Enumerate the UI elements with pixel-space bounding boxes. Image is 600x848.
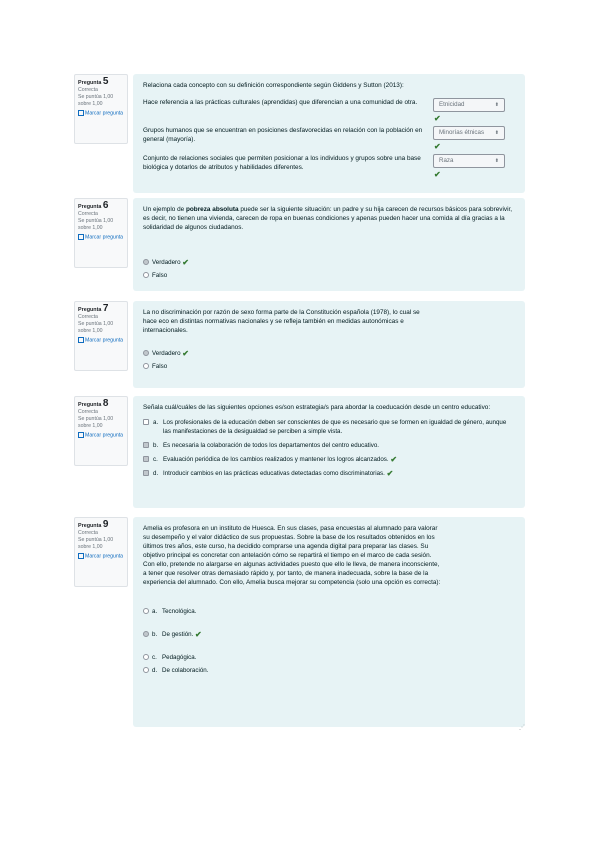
- question-info-5: [74, 74, 128, 144]
- question-number-8: Pregunta 8: [78, 398, 109, 409]
- question-text: Amelia es profesora en un instituto de Huesca. En sus clases, pasa encuestas al alumnado para valorar su desempeño y el valor didáctico de sus propuestas. Sobre la base de los resultados obtenidos en los últimos tres años, este curso, ha decidido comprarse una agenda digital para preparar las clases. Su objetivo principal es concretar con antelación cómo se repartirá el tiempo en el marco de cada sesión. Con ello, pretende no alargarse en algunas actividades puesto que ello le lleva, de manera inconsciente, a tener que resolver otras demasiado rápido y, por tanto, de manera inadecuada, sobre la base de la experiencia del alumnado. Con ello, Amelia busca mejorar su competencia (solo una opción es correcta):: [143, 525, 441, 586]
- match-select-2[interactable]: Minorías étnicas ⬍: [433, 126, 505, 140]
- radio-d[interactable]: [143, 667, 149, 673]
- option-true[interactable]: Verdadero ✔: [143, 258, 515, 267]
- flag-question-link[interactable]: Marcar pregunta: [78, 432, 124, 439]
- match-stem: Hace referencia a las prácticas culturales (aprendidas) que diferencian a una comunidad de otra.: [143, 99, 418, 106]
- flag-question-link[interactable]: Marcar pregunta: [78, 337, 124, 344]
- select-caret-icon: ⬍: [494, 102, 499, 108]
- grade-label: Se puntúa 1,00 sobre 1,00: [78, 218, 114, 231]
- match-row-1: [143, 98, 515, 126]
- radio-false[interactable]: [143, 272, 149, 278]
- question-content-8: [133, 396, 525, 508]
- radio-c[interactable]: [143, 654, 149, 660]
- resize-handle-icon[interactable]: ⋰: [519, 725, 525, 731]
- option-b[interactable]: b. Es necesaria la colaboración de todos los departamentos del centro educativo.: [143, 441, 515, 450]
- question-text: La no discriminación por razón de sexo forma parte de la Constitución española (1978), lo cual se hace eco en distintas normativas nacionales y se refleja también en medidas autonómicas e internacionales.: [143, 309, 420, 334]
- checkbox-b[interactable]: [143, 442, 149, 448]
- option-b[interactable]: b. De gestión. ✔: [143, 630, 515, 639]
- match-select-1[interactable]: Etnicidad ⬍: [433, 98, 505, 112]
- checkbox-c[interactable]: [143, 456, 149, 462]
- grade-label: Se puntúa 1,00 sobre 1,00: [78, 537, 114, 550]
- state-label: Correcta: [78, 530, 98, 536]
- flag-icon: [78, 110, 84, 116]
- question-info-6: [74, 198, 128, 268]
- select-caret-icon: ⬍: [494, 130, 499, 136]
- match-stem: Conjunto de relaciones sociales que permiten posicionar a los individuos y grupos sobre una base biológica y dotarlos de atributos y habilidades diferentes.: [143, 155, 421, 171]
- select-caret-icon: ⬍: [494, 158, 499, 164]
- match-row-3: [143, 154, 515, 182]
- radio-b[interactable]: [143, 631, 149, 637]
- radio-a[interactable]: [143, 608, 149, 614]
- correct-check-icon: ✔: [434, 142, 441, 151]
- flag-icon: [78, 553, 84, 559]
- question-info-9: [74, 517, 128, 587]
- option-d[interactable]: d. De colaboración.: [143, 666, 515, 675]
- question-text: Relaciona cada concepto con su definición correspondiente según Giddens y Sutton (2013):: [143, 82, 404, 89]
- state-label: Correcta: [78, 314, 98, 320]
- question-number-9: Pregunta 9: [78, 519, 109, 530]
- radio-true[interactable]: [143, 259, 149, 265]
- question-text: Señala cuál/cuáles de las siguientes opciones es/son estrategia/s para abordar la coeducación desde un centro educativo:: [143, 404, 491, 411]
- question-content-9: [133, 517, 525, 727]
- state-label: Correcta: [78, 211, 98, 217]
- checkbox-a[interactable]: [143, 419, 149, 425]
- flag-question-link[interactable]: Marcar pregunta: [78, 234, 124, 241]
- question-content-6: [133, 198, 525, 291]
- question-number-6: Pregunta 6: [78, 200, 109, 211]
- option-c[interactable]: c. Pedagógica.: [143, 653, 515, 662]
- question-text: Un ejemplo de pobreza absoluta puede ser la siguiente situación: un padre y su hija carecen de recursos básicos para sobrevivir, es decir, no tienen una vivienda, carecen de ropa en buenas condiciones y apenas pueden hacer una comida al día gracias a la solidaridad de algunos ciudadanos.: [143, 206, 513, 231]
- flag-icon: [78, 234, 84, 240]
- flag-question-link[interactable]: Marcar pregunta: [78, 553, 124, 560]
- option-d[interactable]: d. Introducir cambios en las prácticas educativas detectadas como discriminatorias. ✔: [143, 469, 515, 478]
- question-number-5: Pregunta 5: [78, 76, 109, 87]
- option-a[interactable]: a. Tecnológica.: [143, 607, 515, 616]
- match-row-2: [143, 126, 515, 154]
- grade-label: Se puntúa 1,00 sobre 1,00: [78, 94, 114, 107]
- correct-check-icon: ✔: [182, 349, 189, 358]
- flag-icon: [78, 432, 84, 438]
- flag-question-link[interactable]: Marcar pregunta: [78, 110, 124, 117]
- correct-check-icon: ✔: [434, 114, 441, 123]
- grade-label: Se puntúa 1,00 sobre 1,00: [78, 416, 114, 429]
- question-number-7: Pregunta 7: [78, 303, 109, 314]
- correct-check-icon: ✔: [195, 630, 202, 639]
- flag-icon: [78, 337, 84, 343]
- option-true[interactable]: Verdadero ✔: [143, 349, 515, 358]
- question-info-8: [74, 396, 128, 466]
- option-false[interactable]: Falso: [143, 362, 515, 371]
- checkbox-d[interactable]: [143, 470, 149, 476]
- question-content-7: [133, 301, 525, 388]
- correct-check-icon: ✔: [390, 455, 398, 464]
- option-a[interactable]: a. Los profesionales de la educación deben ser conscientes de que es necesario que se formen en igualdad de género, aunque las manifestaciones de la desigualdad se perciben a simple vista.: [143, 418, 515, 436]
- match-select-3[interactable]: Raza ⬍: [433, 154, 505, 168]
- radio-false[interactable]: [143, 363, 149, 369]
- correct-check-icon: ✔: [182, 258, 189, 267]
- radio-true[interactable]: [143, 350, 149, 356]
- option-false[interactable]: Falso: [143, 271, 515, 280]
- grade-label: Se puntúa 1,00 sobre 1,00: [78, 321, 114, 334]
- question-content-5: [133, 74, 525, 193]
- option-c[interactable]: c. Evaluación periódica de los cambios realizados y mantener los logros alcanzados. ✔: [143, 455, 515, 464]
- correct-check-icon: ✔: [386, 469, 394, 478]
- question-info-7: [74, 301, 128, 371]
- match-stem: Grupos humanos que se encuentran en posiciones desfavorecidas en relación con la población en general (mayoría).: [143, 127, 423, 143]
- state-label: Correcta: [78, 409, 98, 415]
- correct-check-icon: ✔: [434, 170, 441, 179]
- state-label: Correcta: [78, 87, 98, 93]
